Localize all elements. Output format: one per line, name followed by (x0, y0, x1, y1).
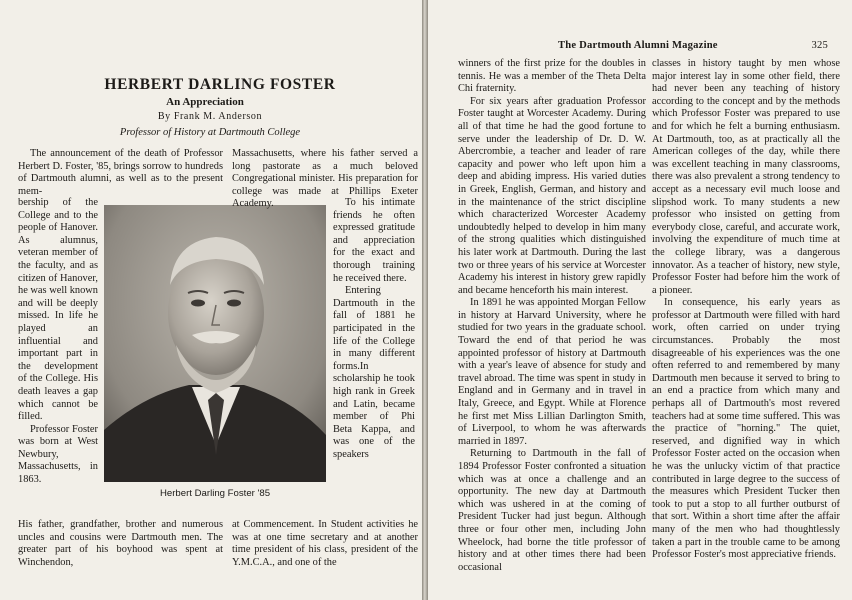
paragraph: The announcement of the death of Professor Herbert D. Foster, '85, brings sorrow to hundreds of Dartmouth alumni, as well as to the present mem- (18, 148, 223, 197)
running-head (558, 40, 828, 51)
paragraph: Entering Dartmouth in the fall of 1881 he participated in the life of the College in many different forms.In scholarship he took high rank in Greek and Latin, became member of Phi Beta Kappa, and was one of the speakers (333, 285, 415, 460)
author-affiliation: Professor of History at Dartmouth College (119, 127, 301, 138)
portrait-photo (104, 205, 326, 482)
left-col-top-text (18, 148, 223, 198)
magazine-title: The Dartmouth Alumni Magazine (558, 40, 718, 51)
right-col-bottom-text (232, 519, 418, 569)
paragraph: Returning to Dartmouth in the fall of 1894 Professor Foster confronted a situation which was at once a challenge and an opportunity. The new day at Dartmouth which was ushered in at the coming of President Tucker had just begun. Although three or four other men, including John Wheelock, had borne the title professor of history and at other times there had been occasional (458, 448, 646, 573)
left-col-narrow-text (18, 197, 98, 487)
right-col-narrow-text (333, 197, 415, 461)
paragraph: bership of the College and to the people of Hanover. As alumnus, veteran member of the faculty, and as citizen of Hanover, he was well known and will be deeply missed. In life he played an influential and important part in the development of the College. His death leaves a gap which cannot be filled. (18, 197, 98, 423)
article-title: HERBERT DARLING FOSTER (104, 76, 336, 93)
right-page-column-1 (458, 58, 646, 574)
left-page (0, 0, 422, 600)
paragraph: In 1891 he was appointed Morgan Fellow in history at Harvard University, where he studied for two years in the graduate school. Toward the end of that period he was appointed professor of history at Dartmouth with a year's leave of absence for study and travel abroad. The time was spent in study in England and in Germany and in travel in Italy, Greece, and Egypt. While at Florence he first met Miss Lillian Darlington Smith, of Liverpool, to whom he was afterwards married in 1897. (458, 297, 646, 447)
paragraph: classes in history taught by men whose major interest lay in some other field, there had never been any teaching of history according to the concept and by the methods which Professor Foster was prepared to use and for which he felt a burning enthusiasm. At Dartmouth, too, as at practically all the American colleges of the day, while there was excellent teaching in many classrooms, there was also prevalent a strong tendency to accept as a necessary evil much loose and slipshod work. To many students a new professor who insisted on getting from everybody close, careful, and accurate work, involving the expenditure of much time at the college library, was a dangerous innovator. As a teacher of history, new style, Professor Foster had before him the work of a pioneer. (652, 58, 840, 296)
paragraph: His father, grandfather, brother and numerous uncles and cousins were Dartmouth men. The greater part of his boyhood was spent at Winchendon, (18, 519, 223, 568)
photo-caption: Herbert Darling Foster '85 (159, 488, 271, 499)
paragraph: Professor Foster was born at West Newbury, Massachusetts, in 1863. (18, 423, 98, 486)
paragraph: at Commencement. In Student activities he was at one time secretary and at another time president of his class, president of the Y.M.C.A., and one of the (232, 519, 418, 568)
article-subtitle: An Appreciation (166, 96, 244, 108)
page-number: 325 (811, 40, 828, 51)
portrait-illustration (104, 205, 326, 482)
paragraph: winners of the first prize for the doubles in tennis. He was a member of the Theta Delta Chi fraternity. (458, 58, 646, 95)
right-page (428, 0, 852, 600)
paragraph: For six years after graduation Professor Foster taught at Worcester Academy. During all of that time he had the good fortune to serve under the leadership of Dr. D. W. Abercrombie, a teacher and leader of rare capacity and power who left upon him a deep and abiding impress. His varied duties in Greek, English, German, and history and in the maintenance of the strict discipline which characterized Worcester Academy undoubtedly helped to develop in him many of the strong qualities which distinguished his later work at Dartmouth. During the last two or three years of his service at Worcester Academy his interest in history grew rapidly and became henceforth his main interest. (458, 95, 646, 296)
paragraph: To his intimate friends he often expressed gratitude and appreciation for the exact and thorough training he received there. (333, 197, 415, 284)
left-col-bottom-text (18, 519, 223, 569)
right-page-column-2 (652, 58, 840, 562)
paragraph: Massachusetts, where his father served a long pastorate as a much beloved Congregational minister. His preparation for college was made at Phillips Exeter Academy. (232, 148, 418, 210)
article-byline: By Frank M. Anderson (157, 111, 263, 122)
paragraph: In consequence, his early years as professor at Dartmouth were filled with hard work, often carried on under trying circumstances. Probably the most disagreeable of his experiences was the one often referred to and remembered by many Dartmouth men because it served to bring to an end a practice from which many and perhaps all of Dartmouth's most revered teachers had at some time suffered. This was the practice of "horning." The quiet, reserved, and dignified way in which Professor Foster acted on the occasion when he was the unlucky victim of that practice contributed in large degree to the success of the measures which President Tucker then took to put a stop to all further outburst of that sort. Within a short time after the affair many of the men who had thoughtlessly taken a part in the trouble came to be among Professor Foster's most appreciative friends. (652, 297, 840, 561)
